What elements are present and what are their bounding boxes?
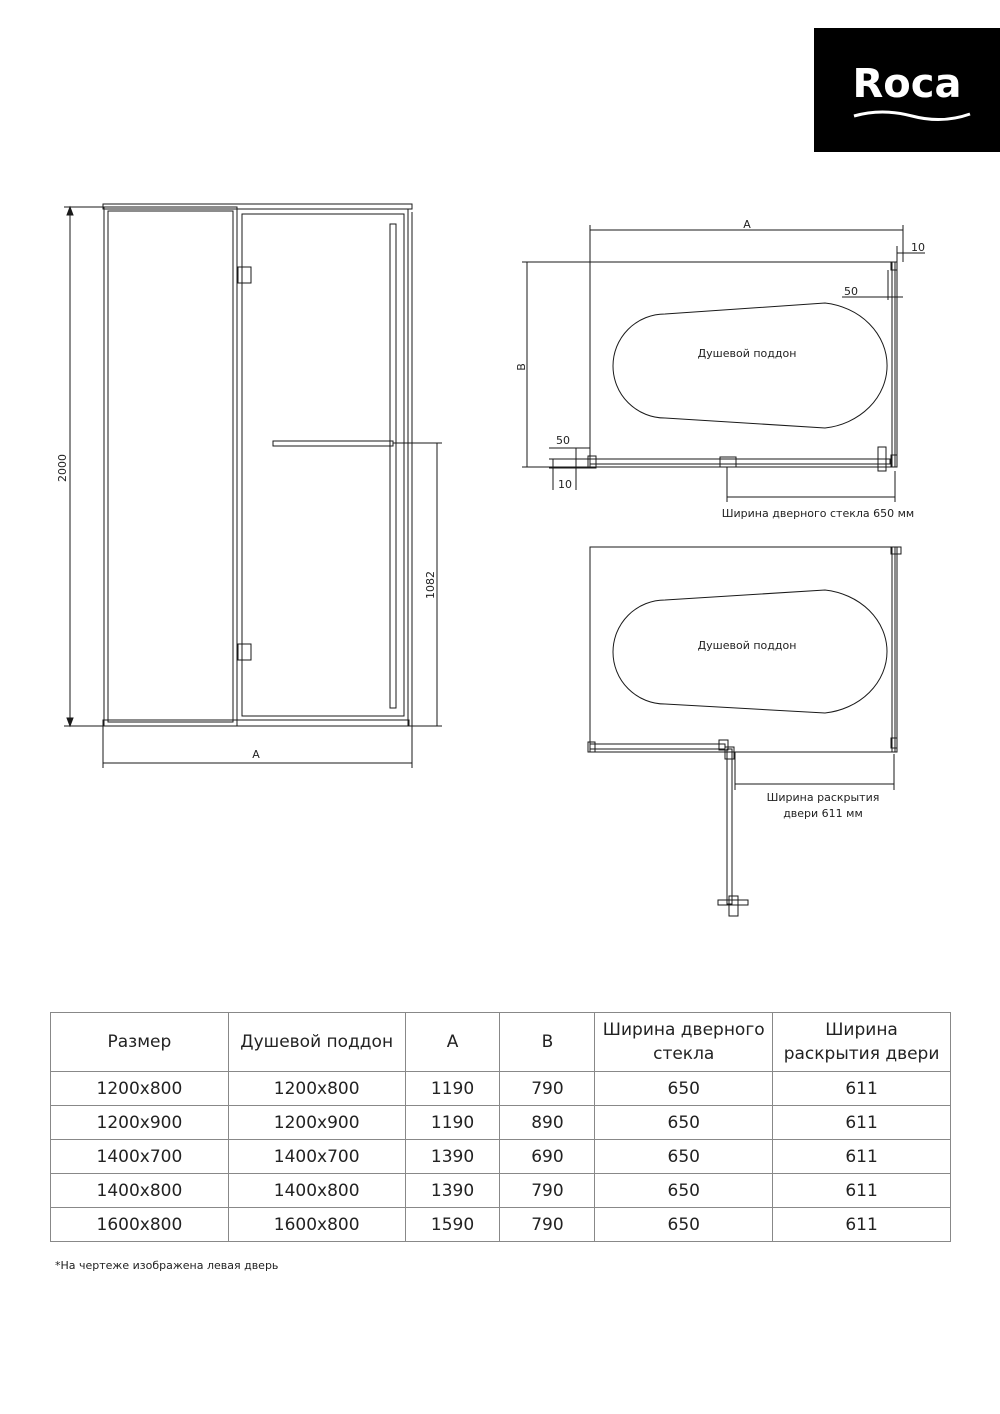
table-row [51,1174,951,1208]
cell-size: 1200x900 [51,1106,229,1140]
cell-glass: 650 [595,1106,773,1140]
cell-a: 1390 [405,1140,500,1174]
cell-opening: 611 [773,1140,951,1174]
cell-opening: 611 [773,1072,951,1106]
cell-opening: 611 [773,1208,951,1242]
cell-opening: 611 [773,1174,951,1208]
table-row [51,1208,951,1242]
plan-view-open [588,547,901,916]
cell-glass: 650 [595,1208,773,1242]
cell-glass: 650 [595,1174,773,1208]
cell-a: 1190 [405,1106,500,1140]
header-tray: Душевой поддон [228,1013,405,1072]
tray-label-open: Душевой поддон [697,639,797,652]
height-2000-label: 2000 [56,454,69,482]
cell-opening: 611 [773,1106,951,1140]
dim-10-left-label: 10 [558,478,572,491]
cell-b: 790 [500,1208,595,1242]
cell-a: 1390 [405,1174,500,1208]
header-opening-width: Ширина раскрытия двери [773,1013,951,1072]
footnote: *На чертеже изображена левая дверь [55,1259,279,1272]
header-glass-width: Ширина дверного стекла [595,1013,773,1072]
cell-tray: 1200x800 [228,1072,405,1106]
opening-label-line1: Ширина раскрытия [766,791,880,804]
table-row [51,1106,951,1140]
cell-b: 890 [500,1106,595,1140]
front-elevation [64,204,442,768]
header-size: Размер [51,1013,229,1072]
plan-view-closed [522,225,925,502]
plan-width-a-label: A [743,218,751,231]
glass-width-label: Ширина дверного стекла 650 мм [721,507,915,520]
cell-a: 1190 [405,1072,500,1106]
handle-height-label: 1082 [424,571,437,599]
cell-tray: 1200x900 [228,1106,405,1140]
cell-size: 1400x700 [51,1140,229,1174]
table-row [51,1072,951,1106]
table-row [51,1140,951,1174]
cell-a: 1590 [405,1208,500,1242]
cell-tray: 1600x800 [228,1208,405,1242]
cell-b: 690 [500,1140,595,1174]
header-b: B [500,1013,595,1072]
opening-label-line2: двери 611 мм [783,807,863,820]
cell-size: 1400x800 [51,1174,229,1208]
front-width-a-label: A [252,748,260,761]
cell-tray: 1400x700 [228,1140,405,1174]
dim-50-left-label: 50 [556,434,570,447]
cell-glass: 650 [595,1072,773,1106]
cell-size: 1200x800 [51,1072,229,1106]
cell-size: 1600x800 [51,1208,229,1242]
header-a: A [405,1013,500,1072]
dim-10-top-label: 10 [911,241,925,254]
logo-text: Roca [852,61,962,107]
tray-label-closed: Душевой поддон [697,347,797,360]
table-header-row [51,1013,951,1072]
cell-b: 790 [500,1072,595,1106]
size-spec-table [50,1012,951,1242]
plan-depth-b-label: B [515,363,528,371]
cell-glass: 650 [595,1140,773,1174]
dim-50-right-label: 50 [844,285,858,298]
cell-tray: 1400x800 [228,1174,405,1208]
cell-b: 790 [500,1174,595,1208]
